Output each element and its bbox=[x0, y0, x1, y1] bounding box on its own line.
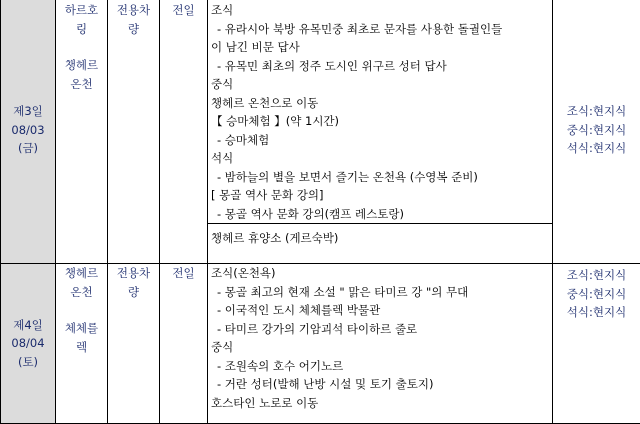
schedule-line: 【 승마체험 】(약 1시간) bbox=[211, 112, 552, 131]
area-text: 전일 bbox=[160, 1, 207, 20]
place-line: 하르호 bbox=[56, 1, 107, 20]
meal-line: 중식:현지식 bbox=[553, 285, 640, 304]
meal-line: 조식:현지식 bbox=[553, 102, 640, 121]
day-date: 08/03 bbox=[1, 121, 55, 140]
schedule-line: - 밤하늘의 별을 보면서 즐기는 온천욕 (수영복 준비) bbox=[211, 168, 552, 187]
place-cell bbox=[56, 264, 108, 424]
meal-line: 석식:현지식 bbox=[553, 303, 640, 322]
meal-line: 조식:현지식 bbox=[553, 266, 640, 285]
day-cell bbox=[1, 0, 56, 264]
accommodation-cell bbox=[208, 223, 552, 252]
schedule-line: 중식 bbox=[211, 338, 552, 357]
schedule-line: - 조원속의 호수 어기노르 bbox=[211, 357, 552, 376]
place-line: 챙헤르 bbox=[56, 56, 107, 75]
schedule-line: [ 몽골 역사 문화 강의] bbox=[211, 186, 552, 205]
schedule-line: - 타미르 강가의 기암괴석 타이하르 줄로 bbox=[211, 320, 552, 339]
meal-line: 석식:현지식 bbox=[553, 139, 640, 158]
accommodation-text: 챙헤르 휴양소 (게르숙박) bbox=[211, 231, 338, 245]
schedule-line: 조식(온천욕) bbox=[211, 264, 552, 283]
transport-line: 전용차 bbox=[108, 1, 159, 20]
place-line: 렉 bbox=[56, 338, 107, 357]
area-cell bbox=[160, 264, 208, 424]
schedule-line: - 이국적인 도시 체체를렉 박물관 bbox=[211, 301, 552, 320]
day-weekday: (금) bbox=[1, 139, 55, 158]
schedule-cell bbox=[208, 264, 553, 424]
schedule-line: 중식 bbox=[211, 75, 552, 94]
schedule-line: - 몽골 최고의 현재 소설 " 맑은 타미르 강 "의 무대 bbox=[211, 283, 552, 302]
day-date: 08/04 bbox=[1, 334, 55, 353]
schedule-line: - 몽골 역사 문화 강의(캠프 레스토랑) bbox=[211, 205, 552, 224]
schedule-line: - 유라시아 북방 유목민중 최초로 문자를 사용한 돌궐인들 bbox=[211, 20, 552, 39]
place-line: 온천 bbox=[56, 75, 107, 94]
schedule-line: 챙헤르 온천으로 이동 bbox=[211, 94, 552, 113]
day-cell bbox=[1, 264, 56, 424]
schedule-line: 호스타인 노로로 이동 bbox=[211, 394, 552, 413]
transport-cell bbox=[108, 264, 160, 424]
area-cell bbox=[160, 0, 208, 264]
place-cell bbox=[56, 0, 108, 264]
schedule-line: - 거란 성터(발해 난방 시설 및 토기 출토지) bbox=[211, 375, 552, 394]
schedule-line: 이 남긴 비문 답사 bbox=[211, 38, 552, 57]
place-line: 온천 bbox=[56, 283, 107, 302]
schedule-line: - 유목민 최초의 정주 도시인 위구르 성터 답사 bbox=[211, 57, 552, 76]
meal-line: 중식:현지식 bbox=[553, 121, 640, 140]
meals-cell bbox=[553, 0, 640, 264]
day-label: 제3일 bbox=[1, 102, 55, 121]
transport-line: 량 bbox=[108, 20, 159, 39]
transport-line: 량 bbox=[108, 283, 159, 302]
meals-cell bbox=[553, 264, 640, 424]
area-text: 전일 bbox=[160, 264, 207, 283]
schedule-cell bbox=[208, 0, 553, 264]
place-line: 링 bbox=[56, 20, 107, 39]
day-row bbox=[1, 264, 640, 424]
day-row bbox=[1, 0, 640, 264]
schedule-line: - 승마체험 bbox=[211, 131, 552, 150]
schedule-line: 석식 bbox=[211, 149, 552, 168]
place-line: 체체를 bbox=[56, 319, 107, 338]
place-line: 챙헤르 bbox=[56, 264, 107, 283]
transport-cell bbox=[108, 0, 160, 264]
day-weekday: (토) bbox=[1, 353, 55, 372]
schedule-line: 조식 bbox=[211, 1, 552, 20]
day-label: 제4일 bbox=[1, 316, 55, 335]
transport-line: 전용차 bbox=[108, 264, 159, 283]
